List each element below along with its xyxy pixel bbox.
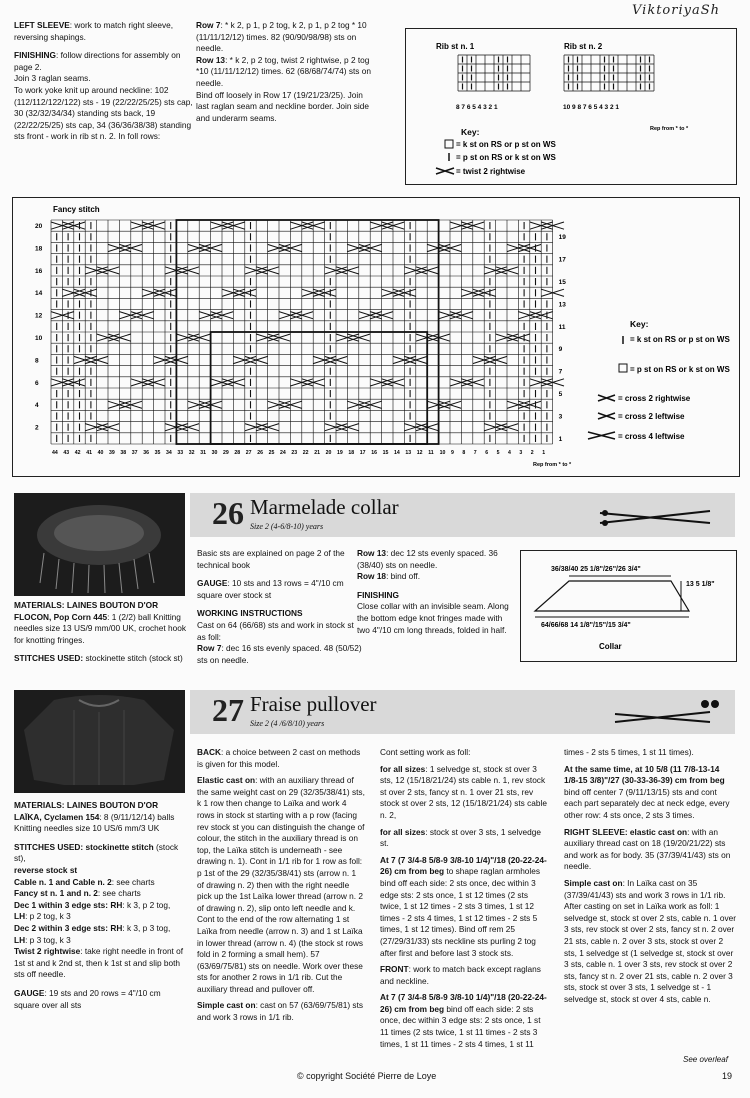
- paragraph: reverse stock st: [14, 864, 78, 875]
- col-label: 44: [52, 450, 58, 456]
- pullover-photo: [14, 690, 185, 793]
- collar-photo: [14, 493, 185, 596]
- col-label: 2: [530, 450, 534, 456]
- signature: ViktoriyaSh: [632, 3, 720, 18]
- pattern26-col1: Basic sts are explained on page 2 of the technical book GAUGE: 10 sts and 13 rows = 4"/10 cm square over stock st WORKING INSTRUCTIONS Cast on 64 (66/68) sts and work in stock st as foll: Row 7: dec 16 sts evenly spaced. 48 (50/52) sts on needle.: [197, 548, 362, 665]
- col-label: 21: [314, 450, 320, 456]
- key-cross2l-icon: [598, 413, 615, 419]
- col-label: 12: [416, 450, 423, 456]
- col-label: 28: [234, 450, 241, 456]
- pattern26-number: 26: [212, 495, 244, 531]
- fancy-key-4: = cross 2 leftwise: [618, 412, 685, 421]
- top-mid-text: [196, 20, 376, 124]
- col-label: 17: [359, 450, 366, 456]
- col-label: 4: [508, 450, 511, 456]
- row-label: 2: [35, 424, 39, 432]
- paragraph: Dec 2 within 3 edge sts: RH: k 3, p 3 tog,: [14, 922, 171, 933]
- pattern26-materials: MATERIALS: LAINES BOUTON D'OR FLOCON, Pop Corn 445: 1 (2/2) ball Knitting needles size 13 US/9 mm/00 UK, crochet hook for knotting fringes. STITCHES USED: stockinette stitch (stock st): [14, 600, 187, 664]
- fancy-key-1a: = k st on RS or p st on WS: [630, 335, 730, 344]
- fancy-rep: Rep from * to *: [533, 462, 572, 468]
- key-empty-square-icon: [619, 364, 627, 372]
- rib1-title: Rib st n. 1: [436, 42, 475, 51]
- col-label: 25: [268, 450, 275, 456]
- row7-para: Row 7: * k 2, p 1, p 2 tog, k 2, p 1, p 2 tog * 10 (11/11/12/12) times. 82 (90/90/98/98) sts on needle.: [196, 20, 367, 54]
- rib2-grid: [564, 55, 654, 91]
- row-label: 1: [558, 435, 563, 443]
- pattern27-col3: [564, 747, 736, 1010]
- pattern27-col2: [380, 747, 550, 1055]
- row-label: 5: [558, 391, 563, 398]
- col-label: 31: [200, 450, 206, 456]
- paragraph: FRONT: work to match back except raglans and neckline.: [380, 964, 541, 986]
- pattern27-col1: [197, 747, 365, 1029]
- rib-key-title: Key:: [461, 127, 480, 137]
- col-label: 20: [325, 450, 332, 456]
- row-label: 15: [558, 279, 566, 286]
- pattern26-col2: Row 13: dec 12 sts evenly spaced. 36 (38/40) sts on needle. Row 18: bind off. FINISHING Close collar with an invisible seam. Along the bottom edge knot fringes made with two 4"/10 cm long threads, folded in half.: [357, 548, 509, 635]
- paragraph: At 7 (7 3/4-8 5/8-9 3/8-10 1/4)"/18 (20-22-24-26) cm from beg to shape raglan armholes bind off each side: 2 sts once, dec within 3 edge sts: 2 sts once, 1 st 12 times (2 sts twice, 1 st 12 times - 2 sts 3 times, 1 st 12 times - 2 sts 4 times, 1 st 12 times - 2 sts 5 times, 1 st 12 times). Bind off rem 25 (27/29/31/33) sts neckline sts purling 2 tog after first and before last 3 stock sts.: [380, 854, 547, 958]
- col-label: 39: [109, 450, 115, 456]
- paragraph: Simple cast on: In Laïka cast on 35 (37/39/41/43) sts and work 3 rows in 1/1 rib. After casting on set in Laïka work as foll: 1 selvedge st, stock st over 2 sts, cable n. 1 over 3 sts, rev stock st over 2 sts, fancy st n. 2 over 21 sts, cable n. 2 over 3 sts, stock st over 2 sts, 1 selvedge st (1 selvedge st, stock st over 3 sts, cable n. 1 over 3 sts, rev stock st over 2 sts, fancy st n. 2 over 21 sts, cable n. 2 over 3 sts, stock st over 3 sts, 1 selvedge st - 1 selvedge st, stock st over 4 sts, cable n.: [564, 877, 737, 1004]
- col-label: 43: [63, 450, 70, 456]
- paragraph: BACK: a choice between 2 cast on methods is given for this model.: [197, 747, 361, 769]
- col-label: 7: [473, 450, 477, 456]
- collar-diagram: [520, 550, 737, 662]
- row-label: 19: [558, 234, 566, 242]
- paragraph: Fancy st n. 1 and n. 2: see charts: [14, 888, 141, 899]
- col-label: 10: [439, 450, 446, 456]
- col-label: 15: [382, 450, 389, 456]
- pattern27-title: Fraise pullover: [250, 692, 377, 716]
- col-label: 8: [462, 450, 466, 456]
- rib2-cols: 10 9 8 7 6 5 4 3 2 1: [563, 104, 620, 111]
- fancy-key-title: Key:: [630, 319, 649, 329]
- row-label: 7: [558, 368, 563, 376]
- rib-key-3: = twist 2 rightwise: [456, 167, 526, 176]
- needles-balls-icon: [610, 696, 720, 726]
- key-cross2r-icon: [598, 395, 615, 401]
- diagram-top-label: 36/38/40 25 1/8"/26"/26 3/4": [551, 566, 641, 573]
- diagram-bottom-label: 64/66/68 14 1/8"/15"/15 3/4": [541, 622, 631, 629]
- fancy-chart-box: [12, 197, 740, 477]
- col-label: 24: [280, 450, 286, 456]
- pattern26-size: Size 2 (4-6/8-10) years: [250, 522, 324, 531]
- col-label: 18: [348, 450, 355, 456]
- col-label: 22: [302, 450, 309, 456]
- paragraph: RIGHT SLEEVE: elastic cast on: with an auxiliary thread cast on 18 (19/20/21/22) sts and work as for body. 35 (37/39/41/43) sts on needle.: [564, 826, 731, 872]
- rib-rep: Rep from * to *: [650, 126, 689, 132]
- paragraph: for all sizes: 1 selvedge st, stock st over 3 sts, 12 (15/18/21/24) sts cable n. 1, rev stock st over 2 sts, fancy st n. 1 over 21 sts, rev stock st over 2 sts, 12 (15/18/21/24) sts cable n. 2,: [380, 763, 547, 820]
- paragraph: LH: p 3 tog, k 3: [14, 934, 71, 945]
- col-label: 11: [428, 450, 434, 456]
- row-label: 8: [35, 357, 39, 365]
- fancy-key-3: = cross 2 rightwise: [618, 394, 691, 403]
- copyright: © copyright Société Pierre de Loye: [297, 1071, 437, 1081]
- row-label: 20: [35, 223, 43, 230]
- col-label: 32: [188, 450, 195, 456]
- bind-off-para: Bind off loosely in Row 17 (19/21/23/25). Join last raglan seam and neckline border. Join side and underarm seams.: [196, 89, 369, 123]
- row-label: 12: [35, 312, 43, 320]
- left-sleeve-para: LEFT SLEEVE: work to match right sleeve, reversing shapings.: [14, 20, 174, 42]
- row-label: 14: [35, 290, 43, 298]
- diagram-side-label: 13 5 1/8": [686, 581, 715, 588]
- pattern27-header: [190, 690, 735, 734]
- key-empty-square-icon: [445, 140, 453, 148]
- paragraph: STITCHES USED: stockinette stitch (stock st),: [14, 841, 179, 864]
- rib1-cols: 8 7 6 5 4 3 2 1: [456, 104, 498, 111]
- paragraph: Dec 1 within 3 edge sts: RH: k 3, p 2 tog,: [14, 899, 171, 910]
- col-label: 36: [143, 450, 149, 456]
- row-label: 6: [35, 379, 39, 387]
- rib-charts: [406, 29, 736, 184]
- fancy-key-2: = p st on RS or k st on WS: [630, 365, 730, 374]
- row-label: 3: [558, 413, 563, 421]
- row13-para: Row 13: * k 2, p 2 tog, twist 2 rightwise, p 2 tog *10 (11/11/12/12) times. 62 (68/68/74/74) sts on needle.: [196, 54, 371, 88]
- row-label: 13: [558, 301, 566, 309]
- row-label: 9: [558, 346, 563, 354]
- needles-icon: [595, 503, 715, 527]
- key-twist-icon: [436, 168, 454, 174]
- pattern26-header: [190, 493, 735, 537]
- pattern27-materials: MATERIALS: LAINES BOUTON D'OR LAÏKA, Cyclamen 154: 8 (9/11/12/14) balls Knitting needles size 10 US/6 mm/3 UK STITCHES USED: stockinette stitch (stock st), reverse stock st Cable n. 1 and Cable n. 2: see charts Fancy st n. 1 and n. 2: see charts Dec 1 within 3 edge sts: RH: k 3, p 2 tog, LH: p 2 tog, k 3 Dec 2 within 3 edge sts: RH: k 3, p 3 tog, LH: p 3 tog, k 3 Twist 2 rightwise: take right needle in front of 1st st and k 2nd st, then k 1st st and slip both sts off needle. GAUGE: 19 sts and 20 rows = 4"/10 cm square over all sts: [14, 800, 186, 1018]
- row-label: 18: [35, 245, 43, 253]
- rib-key-1: = k st on RS or p st on WS: [456, 140, 556, 149]
- col-label: 13: [405, 450, 412, 456]
- paragraph: Twist 2 rightwise: take right needle in front of 1st st and k 2nd st, then k 1st st and slip both sts off needle.: [14, 946, 184, 980]
- see-overleaf: See overleaf: [683, 1055, 728, 1064]
- paragraph: times - 2 sts 5 times, 1 st 11 times).: [564, 747, 694, 757]
- fancy-chart: [13, 198, 739, 476]
- row-label: 10: [35, 335, 43, 342]
- col-label: 27: [245, 450, 252, 456]
- paragraph: Cable n. 1 and Cable n. 2: see charts: [14, 876, 155, 887]
- paragraph: Elastic cast on: with an auxiliary thread of the same weight cast on 29 (32/35/38/41) sts, k 1 row then change to Laïka and work 4 rows in stock st starting with a p row (facing rev stock st you can distinguish the change of colour, the stitch in the auxiliary thread is on top, the Laïka stitch is underneath - see drawing n. 1). Cont in 1/1 rib for 1 row as foll: p 1st of the 29 (32/35/38/41) sts (arrow n. 1 of drawing n. 2) then with the right needle pick up the 1st Laïka lower thread (arrow n. 2 of drawing n. 2), slip onto left needle and k. Cont to the end of the row alternating 1 st Laïka from needle (arrow n. 3) and 1 st Laïka in lower thread (arrow n. 4) (the stock st rows fold in 2 forming a small hem). 57 (63/69/75/81) sts on needle. Work over these sts for another 2 rows in 1/1 rib. Cut the auxiliary thread and pullover off.: [197, 775, 365, 994]
- top-left-text: [14, 20, 194, 150]
- fancy-grid: [51, 220, 564, 444]
- col-label: 16: [371, 450, 377, 456]
- col-label: 19: [337, 450, 343, 456]
- col-label: 14: [394, 450, 400, 456]
- row-label: 11: [558, 323, 566, 331]
- pattern26-title: Marmelade collar: [250, 495, 399, 519]
- col-label: 29: [223, 450, 229, 456]
- key-cross4l-icon: [588, 432, 615, 439]
- pattern27-number: 27: [212, 692, 244, 728]
- col-label: 3: [519, 450, 523, 456]
- col-label: 41: [86, 450, 92, 456]
- row-label: 4: [35, 402, 39, 410]
- row-label: 17: [558, 256, 566, 264]
- col-label: 6: [485, 450, 489, 456]
- col-label: 40: [97, 450, 104, 456]
- page-number: 19: [722, 1071, 733, 1081]
- row-label: 16: [35, 267, 43, 275]
- paragraph: At 7 (7 3/4-8 5/8-9 3/8-10 1/4)"/18 (20-22-24-26) cm from beg bind off each side: 2 sts once, dec within 3 edge sts: 2 sts once, 1 st 11 times (2 sts twice, 1 st 11 times - 2 sts 3 times, 1 st 11 times - 2 sts 4 times, 1 st 11: [380, 992, 547, 1049]
- col-label: 37: [131, 450, 138, 456]
- paragraph: LH: p 2 tog, k 3: [14, 911, 71, 922]
- col-label: 38: [120, 450, 127, 456]
- col-label: 23: [291, 450, 298, 456]
- collar-shape: [535, 581, 689, 611]
- rib-chart-box: [405, 28, 737, 185]
- paragraph: Cont setting work as foll:: [380, 747, 471, 757]
- paragraph: At the same time, at 10 5/8 (11 7/8-13-14 1/8-15 3/8)"/27 (30-33-36-39) cm from beg bind off center 7 (9/11/13/15) sts and cont each part separately dec at neck edge, every other row: 4 sts once, 2 sts 3 times.: [564, 763, 730, 820]
- rib-key-2: = p st on RS or k st on WS: [456, 153, 556, 162]
- col-label: 1: [542, 450, 546, 456]
- col-label: 26: [257, 450, 263, 456]
- col-label: 35: [154, 450, 161, 456]
- col-label: 30: [211, 450, 218, 456]
- paragraph: for all sizes: stock st over 3 sts, 1 selvedge st.: [380, 826, 541, 849]
- col-label: 5: [496, 450, 500, 456]
- finishing-para: FINISHING: follow directions for assembly on page 2. Join 3 raglan seams. To work yoke knit up around neckline: 102 (112/112/122/122) sts - 19 (22/22/25/25) sts cap, 30 (32/32/34/34) standing sts back, 19 (22/22/25/25) sts cap, 34 (36/36/38/38) standing sts front - work in rib st n. 2. In foll rows:: [14, 50, 193, 142]
- diagram-title: Collar: [599, 642, 622, 651]
- pattern27-size: Size 2 (4 /6/8/10) years: [250, 719, 325, 728]
- col-label: 33: [177, 450, 184, 456]
- col-label: 34: [166, 450, 172, 456]
- rib1-grid: [458, 55, 530, 91]
- fancy-key-5: = cross 4 leftwise: [618, 432, 685, 441]
- rib2-title: Rib st n. 2: [564, 42, 603, 51]
- paragraph: Simple cast on: cast on 57 (63/69/75/81) sts and work 3 rows in 1/1 rib.: [197, 1000, 364, 1023]
- fancy-title: Fancy stitch: [53, 205, 100, 214]
- col-label: 42: [74, 450, 81, 456]
- col-label: 9: [451, 450, 454, 456]
